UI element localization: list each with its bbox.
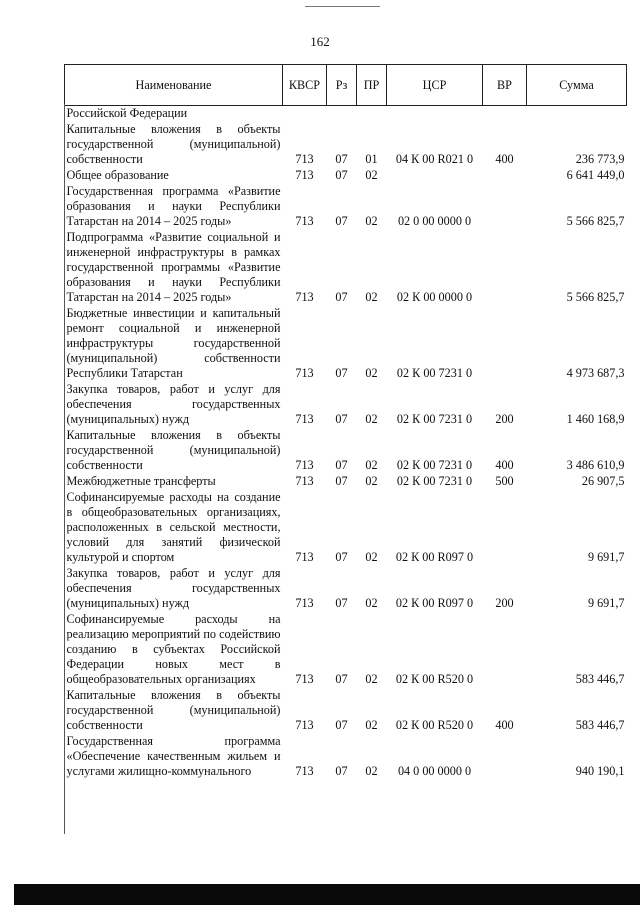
scan-bottom-band xyxy=(14,884,640,905)
cell-name: Софинансируемые расходы на создание в общеобразовательных организациях, расположенных в сельской местности, условий для занятий физической культурой и спортом xyxy=(66,490,281,564)
cell-vr xyxy=(483,490,527,566)
cell-csr: 02 К 00 7231 0 xyxy=(396,474,473,488)
cell-csr: 02 К 00 0000 0 xyxy=(396,290,473,304)
cell-csr: 02 К 00 R097 0 xyxy=(395,596,474,610)
cell-kvsr xyxy=(283,106,327,123)
cell-pr: 02 xyxy=(365,474,378,488)
cell-vr xyxy=(483,106,527,123)
cell-vr: 200 xyxy=(495,596,514,610)
page-number: 162 xyxy=(310,34,330,49)
cell-kvsr: 713 xyxy=(295,366,314,380)
table-row xyxy=(65,184,627,230)
table-row xyxy=(65,168,627,184)
cell-name: Капитальные вложения в объекты государственной (муниципальной) собственности xyxy=(66,122,281,166)
cell-rz: 07 xyxy=(335,412,348,426)
cell-name: Российской Федерации xyxy=(66,106,188,120)
cell-name: Государственная программа «Развитие образования и науки Республики Татарстан на 2014 – 2025 годы» xyxy=(66,184,281,228)
cell-rz: 07 xyxy=(335,764,348,778)
cell-pr: 02 xyxy=(365,366,378,380)
cell-kvsr: 713 xyxy=(295,672,314,686)
cell-rz: 07 xyxy=(335,152,348,166)
table-left-border xyxy=(64,104,65,834)
cell-pr: 01 xyxy=(365,152,378,166)
col-header-rz: Рз xyxy=(327,65,357,106)
cell-pr: 02 xyxy=(365,214,378,228)
cell-vr: 500 xyxy=(495,474,514,488)
cell-name: Капитальные вложения в объекты государственной (муниципальной) собственности xyxy=(66,688,281,732)
cell-rz: 07 xyxy=(335,214,348,228)
table-row xyxy=(65,428,627,474)
cell-kvsr: 713 xyxy=(295,152,314,166)
cell-pr: 02 xyxy=(365,764,378,778)
cell-rz: 07 xyxy=(335,474,348,488)
cell-sum: 4 973 687,3 xyxy=(566,366,625,380)
cell-csr: 02 К 00 R520 0 xyxy=(395,672,474,686)
cell-kvsr: 713 xyxy=(295,168,314,182)
cell-vr: 400 xyxy=(495,718,514,732)
cell-pr xyxy=(357,106,387,123)
cell-vr xyxy=(483,230,527,306)
cell-sum xyxy=(527,106,627,123)
cell-name: Капитальные вложения в объекты государственной (муниципальной) собственности xyxy=(66,428,281,472)
cell-sum: 583 446,7 xyxy=(575,672,625,686)
table-row xyxy=(65,382,627,428)
cell-sum: 26 907,5 xyxy=(581,474,625,488)
cell-pr: 02 xyxy=(365,412,378,426)
cell-name: Бюджетные инвестиции и капитальный ремонт социальной и инженерной инфраструктуры государственной (муниципальной) собственности Республики Татарстан xyxy=(66,306,281,380)
table-header-row xyxy=(65,65,627,106)
col-header-kvsr: КВСР xyxy=(283,65,327,106)
cell-pr: 02 xyxy=(365,168,378,182)
cell-sum: 5 566 825,7 xyxy=(566,290,625,304)
cell-kvsr: 713 xyxy=(295,214,314,228)
cell-rz: 07 xyxy=(335,718,348,732)
cell-vr xyxy=(483,734,527,780)
col-header-sum: Сумма xyxy=(527,65,627,106)
cell-sum: 6 641 449,0 xyxy=(566,168,625,182)
cell-kvsr: 713 xyxy=(295,764,314,778)
table-row xyxy=(65,122,627,168)
table-row xyxy=(65,306,627,382)
cell-sum: 9 691,7 xyxy=(587,596,625,610)
cell-pr: 02 xyxy=(365,672,378,686)
col-header-csr: ЦСР xyxy=(387,65,483,106)
cell-vr xyxy=(483,612,527,688)
cell-kvsr: 713 xyxy=(295,596,314,610)
table-row xyxy=(65,566,627,612)
col-header-pr: ПР xyxy=(357,65,387,106)
cell-rz: 07 xyxy=(335,290,348,304)
cell-name: Закупка товаров, работ и услуг для обеспечения государственных (муниципальных) нужд xyxy=(66,382,281,426)
table-row xyxy=(65,230,627,306)
cell-kvsr: 713 xyxy=(295,458,314,472)
cell-pr: 02 xyxy=(365,718,378,732)
cell-sum: 236 773,9 xyxy=(575,152,625,166)
cell-kvsr: 713 xyxy=(295,290,314,304)
cell-csr xyxy=(387,106,483,123)
cell-name: Софинансируемые расходы на реализацию мероприятий по содействию созданию в субъектах Российской Федерации новых мест в общеобразовательных организациях xyxy=(66,612,281,686)
table-row xyxy=(65,474,627,490)
cell-vr: 200 xyxy=(495,412,514,426)
table-row xyxy=(65,106,627,123)
cell-csr: 04 0 00 0000 0 xyxy=(397,764,472,778)
cell-csr: 02 К 00 R097 0 xyxy=(395,550,474,564)
cell-rz: 07 xyxy=(335,550,348,564)
cell-vr: 400 xyxy=(495,458,514,472)
cell-name: Межбюджетные трансферты xyxy=(66,474,216,488)
cell-vr: 400 xyxy=(495,152,514,166)
table-row xyxy=(65,490,627,566)
cell-rz: 07 xyxy=(335,596,348,610)
cell-csr xyxy=(387,168,483,184)
top-scan-rule xyxy=(305,6,380,7)
cell-csr: 02 К 00 7231 0 xyxy=(396,366,473,380)
cell-csr: 04 К 00 R021 0 xyxy=(395,152,474,166)
cell-kvsr: 713 xyxy=(295,718,314,732)
cell-name: Подпрограмма «Развитие социальной и инженерной инфраструктуры в рамках государственной программы «Развитие образования и науки Республики Татарстан на 2014 – 2025 годы» xyxy=(66,230,281,304)
cell-vr xyxy=(483,184,527,230)
cell-vr xyxy=(483,168,527,184)
table-row xyxy=(65,734,627,780)
table-row xyxy=(65,612,627,688)
cell-sum: 1 460 168,9 xyxy=(566,412,625,426)
table-body xyxy=(65,106,627,781)
cell-pr: 02 xyxy=(365,596,378,610)
cell-vr xyxy=(483,306,527,382)
cell-pr: 02 xyxy=(365,290,378,304)
cell-sum: 3 486 610,9 xyxy=(566,458,625,472)
col-header-name: Наименование xyxy=(65,65,283,106)
table-row xyxy=(65,688,627,734)
cell-name: Общее образование xyxy=(66,168,169,182)
cell-kvsr: 713 xyxy=(295,474,314,488)
cell-pr: 02 xyxy=(365,458,378,472)
cell-rz: 07 xyxy=(335,672,348,686)
cell-csr: 02 К 00 7231 0 xyxy=(396,412,473,426)
cell-sum: 9 691,7 xyxy=(587,550,625,564)
cell-name: Закупка товаров, работ и услуг для обеспечения государственных (муниципальных) нужд xyxy=(66,566,281,610)
cell-sum: 5 566 825,7 xyxy=(566,214,625,228)
cell-rz: 07 xyxy=(335,168,348,182)
cell-sum: 583 446,7 xyxy=(575,718,625,732)
cell-csr: 02 0 00 0000 0 xyxy=(397,214,472,228)
cell-rz: 07 xyxy=(335,458,348,472)
cell-sum: 940 190,1 xyxy=(575,764,625,778)
cell-csr: 02 К 00 7231 0 xyxy=(396,458,473,472)
cell-kvsr: 713 xyxy=(295,412,314,426)
cell-name: Государственная программа «Обеспечение качественным жильем и услугами жилищно-коммунального xyxy=(66,734,281,778)
budget-table xyxy=(64,64,627,780)
cell-csr: 02 К 00 R520 0 xyxy=(395,718,474,732)
cell-rz xyxy=(327,106,357,123)
cell-pr: 02 xyxy=(365,550,378,564)
cell-kvsr: 713 xyxy=(295,550,314,564)
cell-rz: 07 xyxy=(335,366,348,380)
col-header-vr: ВР xyxy=(483,65,527,106)
